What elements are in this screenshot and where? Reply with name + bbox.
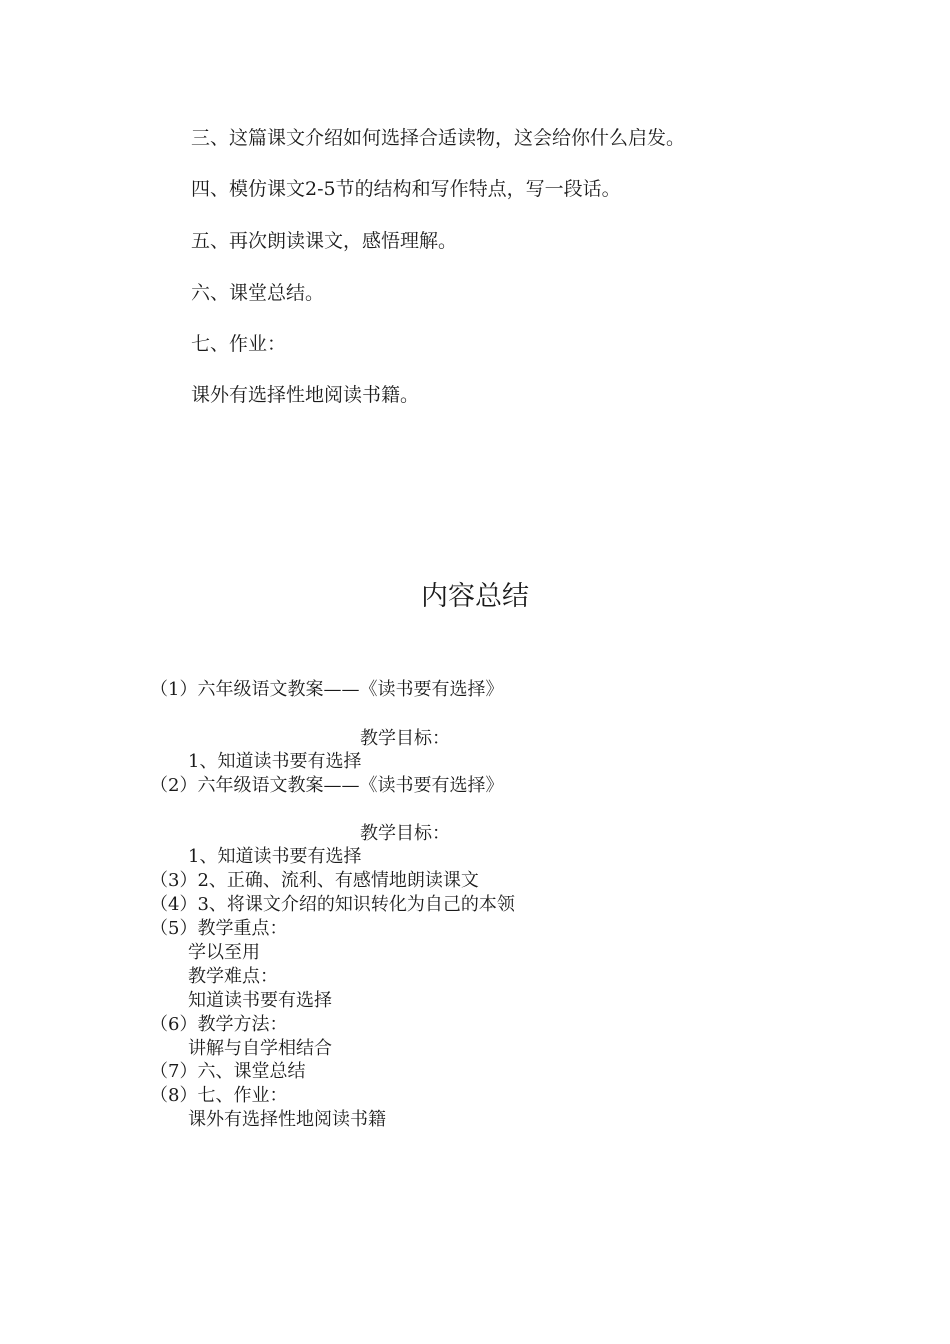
summary-line: 教学难点： (188, 966, 278, 987)
summary-line: （6）教学方法： (150, 1014, 288, 1035)
homework-text: 课外有选择性地阅读书籍。 (191, 384, 420, 406)
summary-line: （1）六年级语文教案——《读书要有选择》 (150, 679, 504, 700)
lesson-step-4: 四、模仿课文2-5节的结构和写作特点，写一段话。 (191, 178, 621, 200)
lesson-step-6: 六、课堂总结。 (191, 282, 325, 304)
summary-line: 知道读书要有选择 (188, 990, 332, 1011)
summary-line: 课外有选择性地阅读书籍 (188, 1109, 386, 1130)
lesson-step-5: 五、再次朗读课文，感悟理解。 (191, 230, 458, 252)
summary-line: （2）六年级语文教案——《读书要有选择》 (150, 775, 504, 796)
summary-line: 讲解与自学相结合 (188, 1038, 332, 1059)
summary-title: 内容总结 (421, 581, 529, 612)
summary-line: （3）2、正确、流利、有感情地朗读课文 (150, 870, 479, 891)
summary-line: 教学目标： (360, 728, 450, 749)
summary-line: 学以至用 (188, 942, 260, 963)
summary-line: 教学目标： (360, 823, 450, 844)
summary-line: （5）教学重点： (150, 918, 288, 939)
lesson-step-7: 七、作业： (191, 333, 287, 355)
summary-line: 1、知道读书要有选择 (188, 846, 362, 867)
lesson-step-3: 三、这篇课文介绍如何选择合适读物，这会给你什么启发。 (191, 127, 686, 149)
summary-line: （7）六、课堂总结 (150, 1061, 306, 1082)
summary-line: （4）3、将课文介绍的知识转化为自己的本领 (150, 894, 515, 915)
summary-line: （8）七、作业： (150, 1085, 288, 1106)
summary-line: 1、知道读书要有选择 (188, 751, 362, 772)
